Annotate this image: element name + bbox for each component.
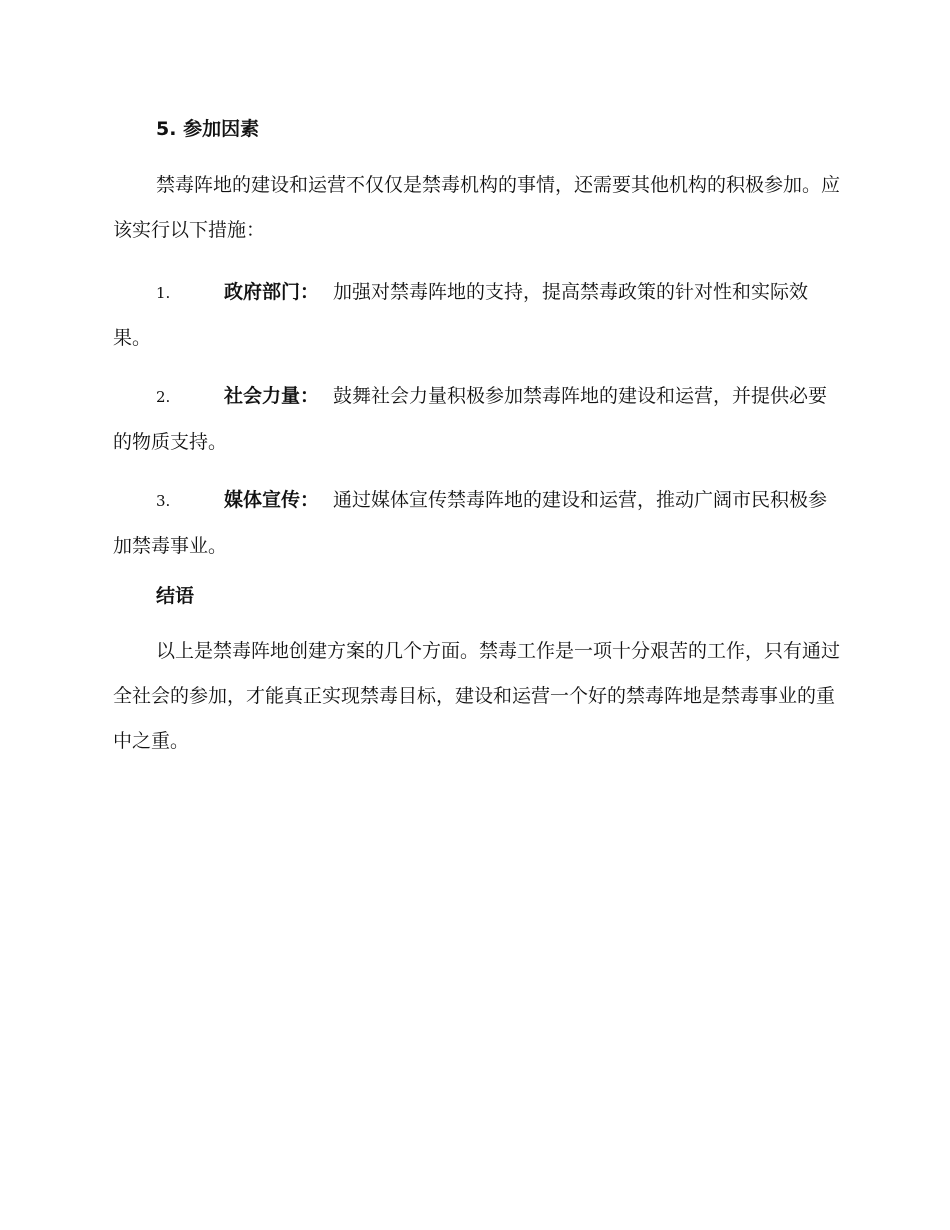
list-item-text: 通过媒体宣传禁毒阵地的建设和运营，推动广阔市民积极参加禁毒事业。 bbox=[113, 489, 828, 557]
spacer bbox=[113, 361, 840, 374]
section-title: 参加因素 bbox=[183, 118, 260, 140]
list-item-number: 2. bbox=[156, 388, 171, 406]
spacer bbox=[113, 146, 840, 163]
list-item-term: 政府部门 bbox=[224, 281, 301, 303]
section-intro: 禁毒阵地的建设和运营不仅仅是禁毒机构的事情，还需要其他机构的积极参加。应该实行以下措施： bbox=[113, 174, 841, 241]
list-item-colon: ： bbox=[300, 489, 320, 511]
list-item-government bbox=[113, 270, 840, 361]
conclusion-heading: 结语 bbox=[156, 585, 195, 607]
list-item-term: 媒体宣传 bbox=[224, 489, 301, 511]
spacer bbox=[113, 569, 840, 579]
document-body bbox=[113, 112, 840, 764]
section-number: 5. bbox=[156, 118, 177, 140]
list-item-media bbox=[113, 478, 840, 569]
list-item-text: 加强对禁毒阵地的支持，提高禁毒政策的针对性和实际效果。 bbox=[113, 281, 809, 349]
spacer bbox=[113, 465, 840, 478]
spacer bbox=[113, 613, 840, 629]
list-item-colon: ： bbox=[300, 385, 320, 407]
list-item-text: 鼓舞社会力量积极参加禁毒阵地的建设和运营，并提供必要的物质支持。 bbox=[113, 385, 828, 453]
list-item-social-forces bbox=[113, 374, 840, 465]
list-item-number: 3. bbox=[156, 492, 171, 510]
list-item-term: 社会力量 bbox=[224, 385, 301, 407]
spacer bbox=[113, 253, 840, 270]
section-heading bbox=[113, 112, 840, 146]
conclusion-text: 以上是禁毒阵地创建方案的几个方面。禁毒工作是一项十分艰苦的工作，只有通过全社会的参加，才能真正实现禁毒目标，建设和运营一个好的禁毒阵地是禁毒事业的重中之重。 bbox=[113, 640, 841, 752]
list-item-colon: ： bbox=[300, 281, 320, 303]
list-item-number: 1. bbox=[156, 284, 171, 302]
